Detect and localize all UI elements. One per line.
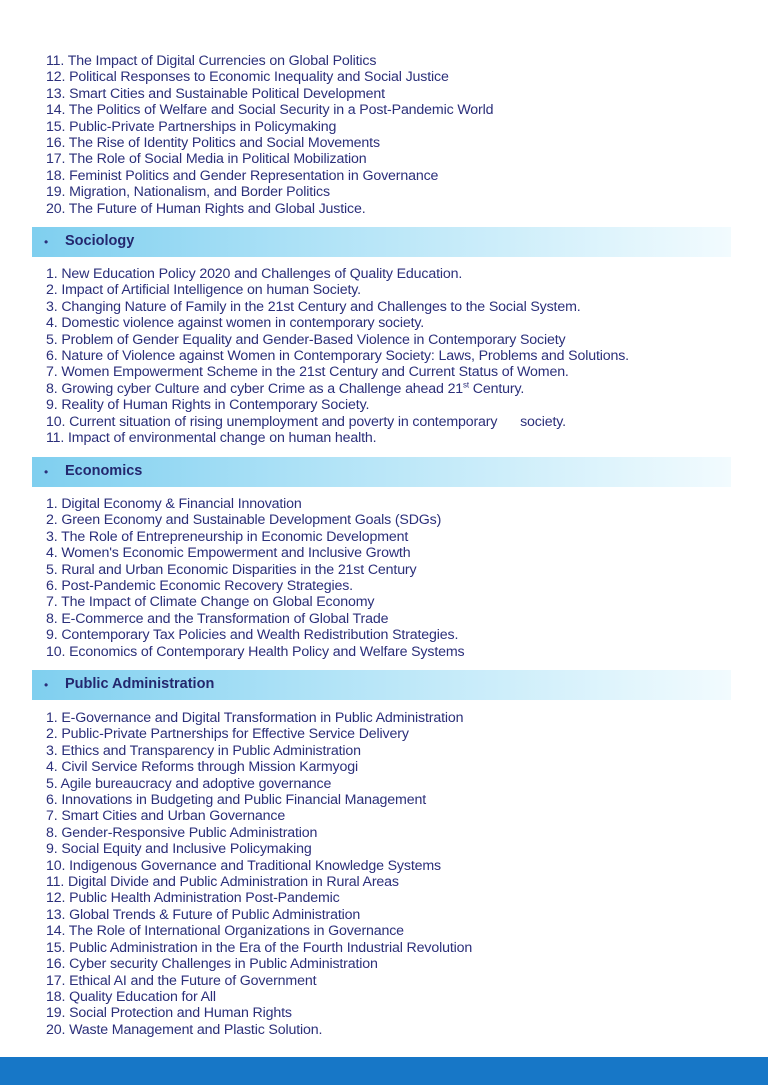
list-item: 17. The Role of Social Media in Political Mobilization [46,151,367,168]
footer-bar [0,1057,768,1085]
section-title: Economics [65,463,143,479]
list-item: 3. Ethics and Transparency in Public Administration [46,742,361,759]
list-item: 9. Reality of Human Rights in Contemporary Society. [46,397,370,414]
section-title: Public Administration [65,676,215,692]
list-item: 5. Problem of Gender Equality and Gender-Based Violence in Contemporary Society [46,331,566,348]
list-item: 18. Quality Education for All [46,988,216,1005]
list-item-text: 8. Growing cyber Culture and cyber Crime as a Challenge ahead 21 [46,380,464,397]
list-item: 1. E-Governance and Digital Transformation in Public Administration [46,710,464,726]
list-item: 7. The Impact of Climate Change on Global Economy [46,594,375,611]
list-item: 12. Political Responses to Economic Inequality and Social Justice [46,69,449,86]
list-item: 6. Nature of Violence against Women in Contemporary Society: Laws, Problems and Solutions. [46,348,629,365]
public-administration-topic-list [46,710,472,1038]
list-item: 13. Smart Cities and Sustainable Political Development [46,85,385,102]
list-item: 7. Women Empowerment Scheme in the 21st Century and Current Status of Women. [46,364,569,381]
list-item: 8. E-Commerce and the Transformation of Global Trade [46,610,389,627]
list-item: 2. Public-Private Partnerships for Effective Service Delivery [46,726,409,743]
list-item: 1. Digital Economy & Financial Innovation [46,496,302,512]
list-item: 1. New Education Policy 2020 and Challenges of Quality Education. [46,266,463,282]
list-item: 10. Current situation of rising unemployment and poverty in contemporary society. [46,413,566,430]
bullet-icon: • [44,678,49,692]
list-item: 3. Changing Nature of Family in the 21st Century and Challenges to the Social System. [46,298,581,315]
list-item: 4. Women's Economic Empowerment and Inclusive Growth [46,545,411,562]
list-item: 11. Impact of environmental change on human health. [46,430,377,447]
list-item: 16. The Rise of Identity Politics and Social Movements [46,135,380,152]
list-item: 20. The Future of Human Rights and Global Justice. [46,200,366,217]
political-science-topic-list [46,53,493,217]
list-item: 20. Waste Management and Plastic Solution. [46,1021,323,1038]
list-item-text-tail: Century. [468,380,525,397]
list-item: 8. Gender-Responsive Public Administration [46,824,318,841]
list-item: 16. Cyber security Challenges in Public Administration [46,956,378,973]
list-item: 7. Smart Cities and Urban Governance [46,808,286,825]
list-item: 2. Green Economy and Sustainable Development Goals (SDGs) [46,512,442,529]
list-item: 13. Global Trends & Future of Public Administration [46,906,361,923]
section-header-economics [32,457,731,487]
list-item: 12. Public Health Administration Post-Pandemic [46,890,340,907]
list-item: 11. The Impact of Digital Currencies on Global Politics [46,53,377,69]
list-item [46,381,629,397]
list-item: 11. Digital Divide and Public Administration in Rural Areas [46,874,399,891]
economics-topic-list [46,496,464,660]
list-item: 19. Migration, Nationalism, and Border Politics [46,184,330,201]
list-item: 3. The Role of Entrepreneurship in Economic Development [46,528,409,545]
list-item: 6. Post-Pandemic Economic Recovery Strategies. [46,578,353,595]
section-header-public-administration [32,670,731,700]
list-item: 9. Social Equity and Inclusive Policymaking [46,841,312,858]
list-item: 5. Agile bureaucracy and adoptive governance [46,775,332,792]
list-item: 15. Public Administration in the Era of the Fourth Industrial Revolution [46,939,473,956]
section-title: Sociology [65,233,135,249]
list-item: 14. The Role of International Organizations in Governance [46,923,404,940]
list-item: 4. Civil Service Reforms through Mission Karmyogi [46,759,358,776]
bullet-icon: • [44,235,49,249]
list-item: 10. Indigenous Governance and Traditional Knowledge Systems [46,857,441,874]
list-item: 19. Social Protection and Human Rights [46,1005,292,1022]
superscript: st [463,380,469,390]
section-header-sociology [32,227,731,257]
list-item: 18. Feminist Politics and Gender Representation in Governance [46,167,439,184]
list-item: 14. The Politics of Welfare and Social Security in a Post-Pandemic World [46,102,494,119]
list-item: 17. Ethical AI and the Future of Government [46,972,317,989]
list-item: 5. Rural and Urban Economic Disparities in the 21st Century [46,561,417,578]
list-item: 9. Contemporary Tax Policies and Wealth Redistribution Strategies. [46,627,459,644]
list-item: 6. Innovations in Budgeting and Public Financial Management [46,792,426,809]
bullet-icon: • [44,465,49,479]
list-item: 15. Public-Private Partnerships in Policymaking [46,118,337,135]
sociology-topic-list [46,266,629,446]
list-item: 4. Domestic violence against women in contemporary society. [46,315,425,332]
list-item: 10. Economics of Contemporary Health Policy and Welfare Systems [46,643,465,660]
list-item: 2. Impact of Artificial Intelligence on human Society. [46,282,361,299]
